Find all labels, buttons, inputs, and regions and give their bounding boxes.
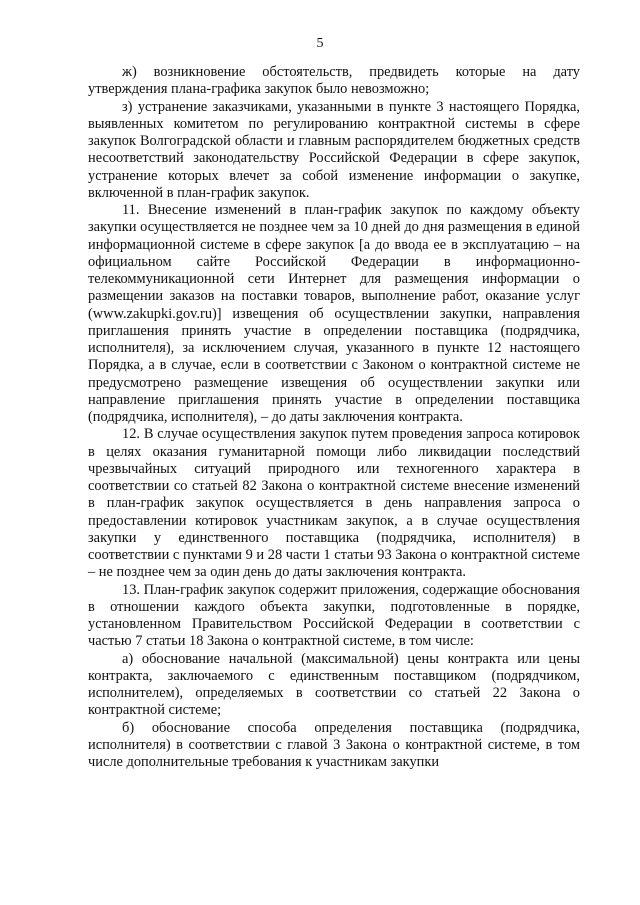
paragraph-clause-13: 13. План-график закупок содержит приложения, содержащие обоснования в отношении каждого объекта закупки, подготовленные в порядке, установленном Правительством Российской Федерации в соответствии с частью 7 статьи 18 Закона о контрактной системе, в том числе: [88,581,580,650]
document-body [88,64,580,771]
paragraph-item-z: з) устранение заказчиками, указанными в пункте 3 настоящего Порядка, выявленных комитетом по регулированию контрактной системы в сфере закупок Волгоградской области и главным распорядителем бюджетных средств несоответствий законодательству Российской Федерации в сфере закупок, устранение которых влечет за собой изменение информации о закупке, включенной в план-график закупок. [88,98,580,201]
paragraph-clause-12: 12. В случае осуществления закупок путем проведения запроса котировок в целях оказания гуманитарной помощи либо ликвидации последствий чрезвычайных ситуаций природного или техногенного характера в соответствии со статьей 82 Закона о контрактной системе внесение изменений в план-график закупок осуществляется в день направления запроса о предоставлении котировок участникам закупок, а в случае осуществления закупки у единственного поставщика (подрядчика, исполнителя) в соответствии с пунктами 9 и 28 части 1 статьи 93 Закона о контрактной системе – не позднее чем за один день до даты заключения контракта. [88,426,580,581]
paragraph-clause-11: 11. Внесение изменений в план-график закупок по каждому объекту закупки осуществляется не позднее чем за 10 дней до дня размещения в единой информационной системе в сфере закупок [а до ввода ее в эксплуатацию – на официальном сайте Российской Федерации в информационно-телекоммуникационной сети Интернет для размещения информации о размещении заказов на поставки товаров, выполнение работ, оказание услуг (www.zakupki.gov.ru)] извещения об осуществлении закупки, направления приглашения принять участие в определении поставщика (подрядчика, исполнителя), за исключением случая, указанного в пункте 12 настоящего Порядка, а в случае, если в соответствии с Законом о контрактной системе не предусмотрено размещение извещения об осуществлении закупки или направление приглашения принять участие в определении поставщика (подрядчика, исполнителя), – до даты заключения контракта. [88,202,580,425]
page-number: 5 [316,36,324,51]
paragraph-item-b: б) обоснование способа определения поставщика (подрядчика, исполнителя) в соответствии с главой 3 Закона о контрактной системе, в том числе дополнительные требования к участникам закупки [88,719,580,770]
paragraph-item-zh: ж) возникновение обстоятельств, предвидеть которые на дату утверждения плана-графика закупок было невозможно; [88,64,580,98]
paragraph-item-a: а) обоснование начальной (максимальной) цены контракта или цены контракта, заключаемого с единственным поставщиком (подрядчиком, исполнителем), определяемых в соответствии со статьей 22 Закона о контрактной системе; [88,650,580,719]
